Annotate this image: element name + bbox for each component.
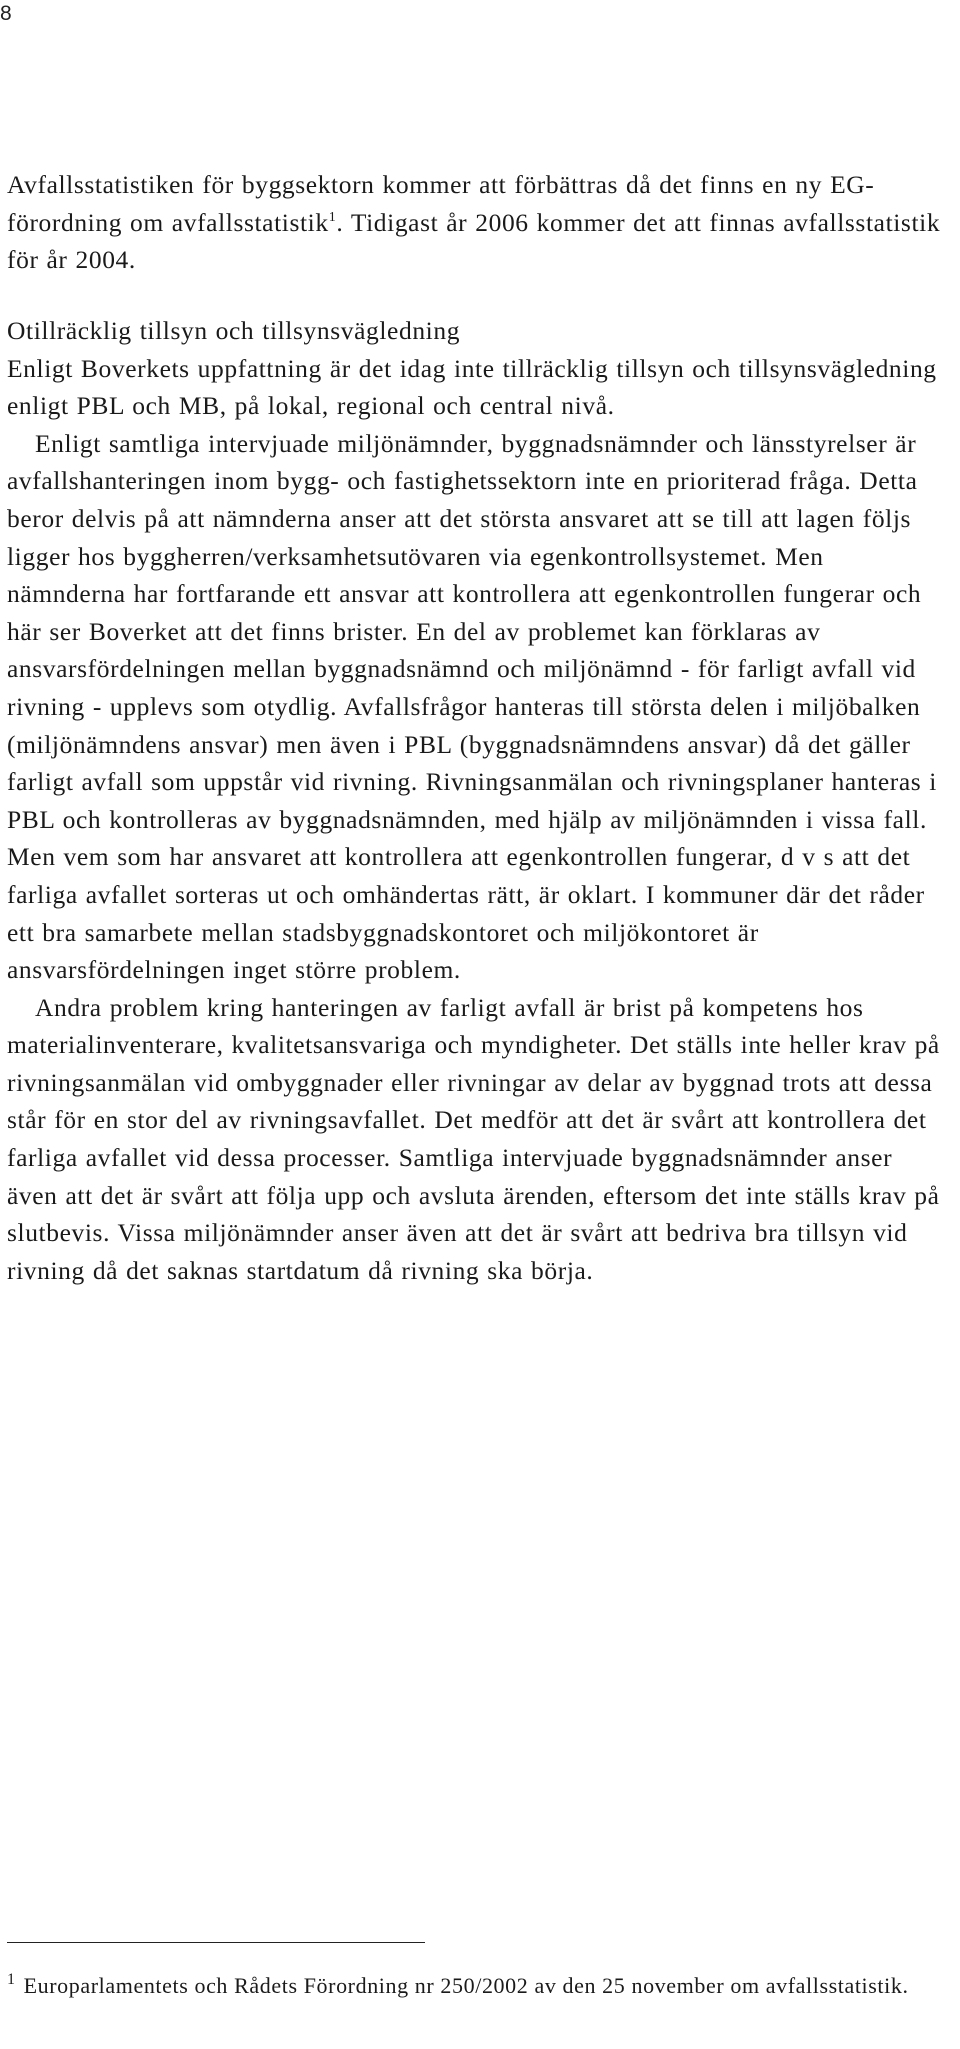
page-number: 8 — [0, 2, 12, 25]
footnote-number: 1 — [7, 1971, 16, 1988]
footnote — [7, 1969, 942, 2003]
section-tillsyn — [7, 312, 942, 1289]
footnote-text: Europarlamentets och Rådets Förordning nr 250/2002 av den 25 november om avfallsstatistik. — [23, 1973, 909, 1998]
intro-paragraph — [7, 166, 942, 279]
intro-text: Avfallsstatistiken för byggsektorn kommer att förbättras då det finns en ny EG-förordning om avfallsstatistik — [7, 170, 875, 237]
body-paragraph: Andra problem kring hanteringen av farligt avfall är brist på kompetens hos materialinventerare, kvalitetsansvariga och myndigheter. Det ställs inte heller krav på rivningsanmälan vid ombyggnader eller rivningar av delar av byggnad trots att dessa står för en stor del av rivningsavfallet. Det medför att det är svårt att kontrollera det farliga avfallet vid dessa processer. Samtliga intervjuade byggnadsnämnder anser även att det är svårt att följa upp och avsluta ärenden, eftersom det inte ställs krav på slutbevis. Vissa miljönämnder anser även att det är svårt att bedriva bra tillsyn vid rivning då det saknas startdatum då rivning ska börja. — [7, 992, 940, 1285]
body-paragraph: Enligt samtliga intervjuade miljönämnder, byggnadsnämnder och länsstyrelser är avfallshanteringen inom bygg- och fastighetssektorn inte en prioriterad fråga. Detta beror delvis på att nämnderna anser att det största ansvaret att se till att lagen följs ligger hos byggherren/verksamhetsutövaren via egenkontrollsystemet. Men nämnderna har fortfarande ett ansvar att kontrollera att egenkontrollen fungerar och här ser Boverket att det finns brister. En del av problemet kan förklaras av ansvarsfördelningen mellan byggnadsnämnd och miljönämnd - för farligt avfall vid rivning - upplevs som otydlig. Avfallsfrågor hanteras till största delen i miljöbalken (miljönämndens ansvar) men även i PBL (byggnadsnämndens ansvar) då det gäller farligt avfall som uppstår vid rivning. Rivningsanmälan och rivningsplaner hanteras i PBL och kontrolleras av byggnadsnämnden, med hjälp av miljönämnden i vissa fall. Men vem som har ansvaret att kontrollera att egenkontrollen fungerar, d v s att det farliga avfallet sorteras ut och omhändertas rätt, är oklart. I kommuner där det råder ett bra samarbete mellan stadsbyggnadskontoret och miljökontoret är ansvarsfördelningen inget större problem. — [7, 428, 937, 985]
body-paragraph: Enligt Boverkets uppfattning är det idag inte tillräcklig tillsyn och tillsynsvägledning enligt PBL och MB, på lokal, regional och central nivå. — [7, 353, 937, 421]
footnote-divider — [7, 1942, 425, 1943]
intro-text-continued: . Tidigast år 2006 kommer det att finnas avfallsstatistik för år 2004. — [7, 207, 941, 275]
section-heading: Otillräcklig tillsyn och tillsynsvägledning — [7, 316, 461, 345]
footnote-reference[interactable]: 1 — [328, 209, 337, 225]
